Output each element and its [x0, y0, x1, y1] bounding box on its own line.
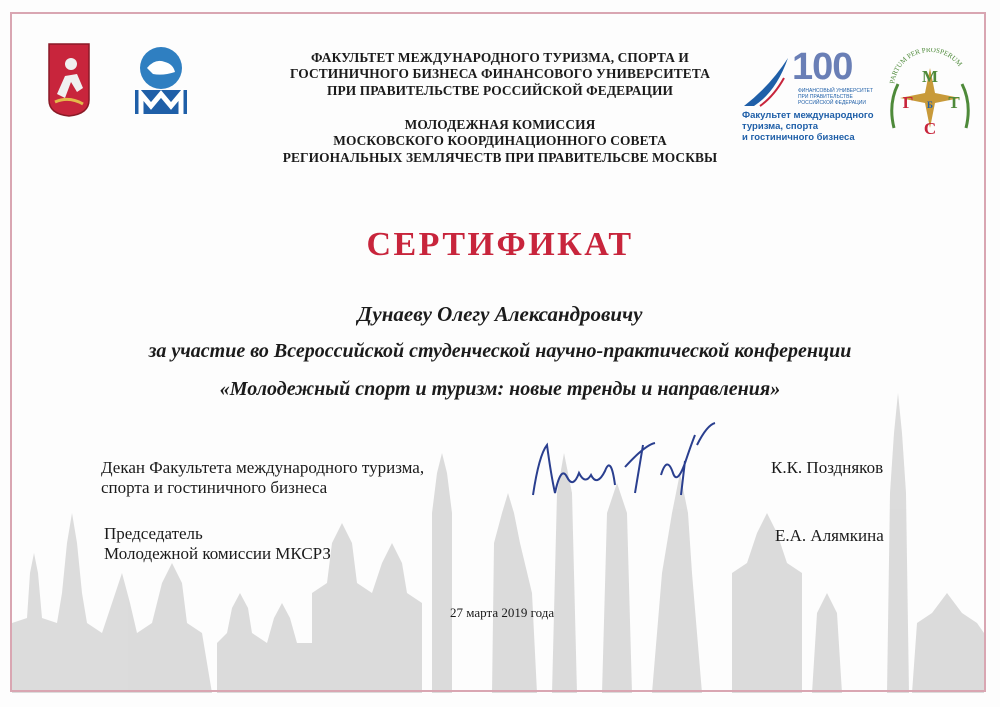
commission-line: МОСКОВСКОГО КООРДИНАЦИОННОГО СОВЕТА — [333, 133, 667, 149]
faculty-line: ГОСТИНИЧНОГО БИЗНЕСА ФИНАНСОВОГО УНИВЕРСИТЕТА — [290, 66, 710, 82]
commission-line: МОЛОДЕЖНАЯ КОМИССИЯ — [404, 117, 596, 132]
university-100-years-logo — [740, 46, 880, 144]
handwritten-signature-icon — [525, 415, 725, 505]
award-reason: за участие во Всероссийской студенческой научно-практической конференции — [148, 340, 852, 362]
commission-line: РЕГИОНАЛЬНЫХ ЗЕМЛЯЧЕСТВ ПРИ ПРАВИТЕЛЬСВЕ МОСКВЫ — [282, 149, 718, 165]
emblem-motto: PARTUM PER PROSPERUM — [888, 48, 964, 85]
dean-title-line: спорта и гостиничного бизнеса — [101, 478, 328, 497]
emblem-letter-t: Т — [948, 93, 960, 112]
anniversary-caption — [742, 110, 874, 143]
faculty-heading — [235, 50, 765, 99]
emblem-letter-b: Б — [927, 100, 933, 110]
dean-title-line: Декан Факультета международного туризма, — [101, 458, 425, 477]
event-name: «Молодежный спорт и туризм: новые тренды и направления» — [219, 378, 781, 400]
faculty-line: ПРИ ПРАВИТЕЛЬСТВЕ РОССИЙСКОЙ ФЕДЕРАЦИИ — [326, 82, 674, 98]
faculty-compass-emblem-icon — [884, 48, 976, 148]
chair-name: Е.А. Алямкина — [775, 526, 884, 545]
anniversary-small-line: РОССИЙСКОЙ ФЕДЕРАЦИИ — [798, 100, 866, 106]
anniversary-small-text — [798, 88, 873, 106]
anniversary-caption-line: Факультет международного — [742, 110, 874, 121]
anniversary-small-line: ФИНАНСОВЫЙ УНИВЕРСИТЕТ — [798, 88, 874, 94]
anniversary-caption-line: и гостиничного бизнеса — [742, 132, 855, 143]
chair-title — [104, 524, 331, 564]
anniversary-caption-line: туризма, спорта — [742, 121, 819, 132]
anniversary-small-line: ПРИ ПРАВИТЕЛЬСТВЕ — [798, 94, 853, 100]
dean-name: К.К. Поздняков — [771, 458, 884, 477]
certificate-title: СЕРТИФИКАТ — [366, 226, 634, 263]
moscow-coat-of-arms-icon — [47, 42, 91, 118]
recipient-name: Дунаеву Олегу Александровичу — [357, 302, 643, 326]
issue-date: 27 марта 2019 года — [450, 605, 555, 620]
dean-title — [101, 458, 424, 498]
anniversary-number: 100 — [792, 46, 853, 88]
youth-commission-logo-icon — [133, 44, 189, 116]
emblem-letter-g: Г — [902, 93, 914, 112]
swoosh-icon — [740, 56, 790, 108]
emblem-letter-m: М — [921, 67, 939, 86]
chair-title-line: Председатель — [104, 524, 203, 543]
faculty-line: ФАКУЛЬТЕТ МЕЖДУНАРОДНОГО ТУРИЗМА, СПОРТА И — [311, 50, 689, 65]
chair-title-line: Молодежной комиссии МКСРЗ — [104, 544, 331, 563]
emblem-letter-s: С — [923, 119, 937, 138]
commission-heading — [235, 117, 765, 166]
